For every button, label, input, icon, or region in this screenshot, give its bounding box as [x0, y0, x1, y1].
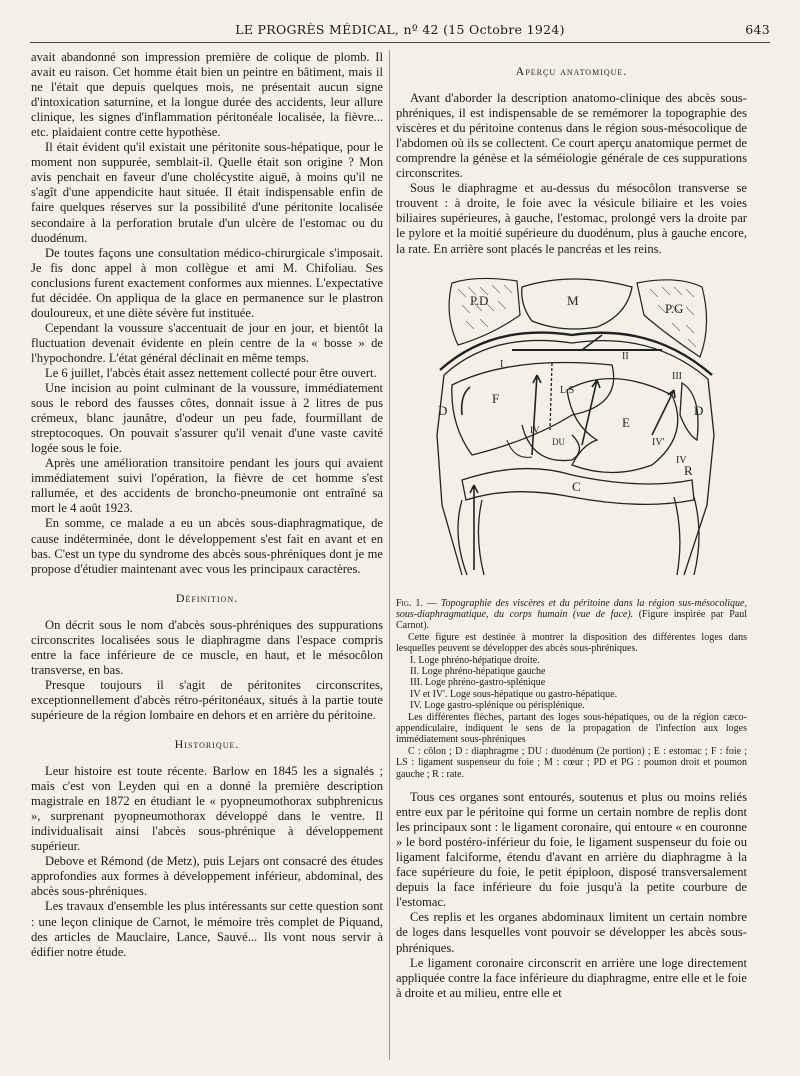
paragraph: Tous ces organes sont entourés, soutenus et plus ou moins reliés entre eux par le péritoine qui forme un certain nombre de replis dont les principaux sont : le ligament coronaire, qui entoure « en couronne » le bord postéro-inférieur du foie, le ligament suspenseur du foie ou ligament falciforme, étendu d'avant en arrière du diaphragme à la face supérieure du foie, le petit épiploon, disposé transversalement depuis la face inférieure du foie jusqu'à la petite courbure de l'estomac. — [396, 790, 747, 910]
paragraph: Après une amélioration transitoire pendant les jours qui avaient immédiatement suivi l'opération, la fièvre de cet homme s'est rallumée, et des accidents de broncho-pneumonie ont entraîné sa mort le 4 août 1923. — [31, 456, 383, 516]
caption-heading: Fig. 1. — Topographie des viscères et du péritoine dans la région sus-mésocolique, sous-diaphragmatique, du corps humain (vue de face). (Figure inspirée par Paul Carnot). — [396, 597, 748, 632]
label-e: E — [621, 414, 630, 430]
legend-item: I. Loge phréno-hépatique droite. — [410, 654, 540, 666]
label-iv-prime: IV' — [651, 436, 664, 448]
paragraph: Leur histoire est toute récente. Barlow en 1845 les a signalés ; mais c'est von Leyden qui en a donné la première description magistrale en 1872 en étudiant le « pyopneumothorax subphrenicus », surprenant pyopneumothorax développé dans le ventre. Il individualisait ainsi l'abcès sous-phrénique à développement supérieur. — [31, 764, 383, 854]
paragraph: On décrit sous le nom d'abcès sous-phréniques des suppurations circonscrites localisées sous le diaphragme dans l'espace compris entre la face inférieure de ce muscle, en haut, et le mésocôlon transverse, en bas. — [31, 617, 383, 677]
paragraph: avait abandonné son impression première de colique de plomb. Il avait eu raison. Cet homme était bien un peintre en bâtiment, mais il ne l'était que depuis quelques mois, ne présentait aucun signe d'intoxication saturnine, et la longue durée des accidents, leur allure clinique, les signes d'inflammation péritonéale localisée, la fièvre... etc. plaidaient contre cette hypothèse. — [31, 50, 383, 140]
caption-abbreviations: C : côlon ; D : diaphragme ; DU : duodénum (2e portion) ; E : estomac ; F : foie ; LS : ligament suspenseur du foie ; M : cœur ; PD et PG : poumon droit et poumon gauche ; R : rate. — [396, 745, 747, 780]
caption-arrows: Les différentes flèches, partant des loges sous-hépatiques, ou de la région cæco-appendiculaire, indiquent le sens de la propagation de l'infection aux loges immédiatement sous-phréniques — [396, 711, 747, 746]
paragraph: Cependant la voussure s'accentuait de jour en jour, et bientôt la fluctuation devenait évidente en plein centre de la « bosse » de l'hypochondre. L'état général déclinait en même temps. — [31, 320, 383, 365]
legend-item: IV et IV'. Loge sous-hépatique ou gastro-hépatique. — [410, 688, 618, 700]
label-iv-lower: IV — [675, 454, 687, 466]
label-d-right: D — [693, 402, 703, 418]
section-heading-anatomy: Aperçu anatomique. — [515, 64, 628, 78]
figure-title: Topographie des viscères et du péritoine dans la région sus-mésocolique, sous-diaphragmatique, du corps humain (vue de face). — [396, 597, 747, 620]
anatomical-figure — [422, 275, 722, 590]
label-iii: III — [671, 370, 682, 382]
anatomy-drawing — [422, 275, 722, 590]
paragraph: Le ligament coronaire circonscrit en arrière une loge directement appliquée contre la face inférieure du diaphragme, entre elle et le foie à droite et au milieu, entre elle et — [396, 955, 747, 1000]
paragraph: En somme, ce malade a eu un abcès sous-diaphragmatique, de cause indéterminée, dont le développement s'est fait en avant et en bas. C'est un type du syndrome des abcès sous-phréniques dont je me propose d'étudier maintenant avec vous les principaux caractères. — [31, 516, 383, 576]
legend-item: II. Loge phréno-hépatique gauche — [410, 666, 546, 677]
page-number: 643 — [745, 22, 770, 37]
paragraph: Ces replis et les organes abdominaux limitent un certain nombre de loges dans lesquelles vont pouvoir se développer les abcès sous-phréniques. — [396, 910, 747, 955]
paragraph: Une incision au point culminant de la voussure, immédiatement sous le rebord des fausses côtes, donnait issue à 2 litres de pus crémeux, blanc jaunâtre, d'odeur un peu fade, fourmillant de streptocoques. On pouvait s'assurer qu'il venait d'une vaste cavité logée sous le foie. — [31, 381, 383, 456]
figure-source: (Figure inspirée par Paul Carnot). — [396, 608, 748, 632]
label-iv-bis: IV — [529, 424, 539, 435]
caption-intro: Cette figure est destinée à montrer la disposition des différentes loges dans lesquelles peuvent se développer des abcès sous-phréniques. — [396, 631, 747, 655]
paragraph: De toutes façons une consultation médico-chirurgicale s'imposait. Je fis donc appel à mon collègue et ami M. Chifoliau. Ses conclusions furent exactement conformes aux miennes. L'expectative fut décidée. On appliqua de la glace en permanence sur le plastron douloureux, et une diète sévère fut instituée. — [31, 245, 383, 320]
running-header — [30, 22, 770, 40]
journal-title: LE PROGRÈS MÉDICAL, nº 42 (15 Octobre 1924) — [235, 22, 565, 37]
legend-item: III. Loge phréno-gastro-splénique — [410, 677, 546, 689]
paragraph: Debove et Rémond (de Metz), puis Lejars ont consacré des études approfondies aux formes à développement inférieur, abdominal, des abcès sous-phréniques. — [31, 854, 383, 899]
label-pg: P.G — [664, 300, 683, 316]
label-m: M — [566, 292, 579, 308]
column-divider — [389, 50, 390, 1060]
right-column — [396, 50, 747, 1001]
label-i: I — [499, 358, 503, 370]
left-column — [31, 50, 383, 960]
paragraph: Avant d'aborder la description anatomo-clinique des abcès sous-phréniques, il est indispensable de se remémorer la topographie des viscères et du péritoine contenus dans le région sous-mésocolique de l'abdomen où ils se collectent. Ce court aperçu anatomique permet de comprendre la génèse et la séméiologie générale de ces suppurations circonscrites. — [396, 91, 747, 181]
figure-caption — [396, 598, 747, 781]
section-heading-definition: Définition. — [175, 590, 239, 605]
paragraph: Il était évident qu'il existait une péritonite sous-hépatique, pour le moment non suppurée, semblait-il. Quelle était son origine ? Mon avis penchait en faveur d'une cholécystite aiguë, à moins qu'il ne s'agît d'une appendicite haut située. Il était indispensable enfin de faire quelques réserves sur la possibilité d'une péritonite localisée secondaire à la perforation brutale d'un ulcère de l'estomac ou du duodénum. — [31, 140, 383, 245]
label-r: R — [683, 462, 693, 478]
label-du: DU — [551, 436, 565, 447]
label-f: F — [491, 390, 499, 406]
label-d-left: D — [437, 402, 447, 418]
label-ls: L.S — [559, 384, 574, 396]
section-heading-history: Historique. — [174, 737, 240, 752]
header-rule — [30, 42, 770, 44]
label-ii: II — [621, 350, 629, 362]
label-pd: P.D — [469, 292, 488, 308]
legend-item: IV. Loge gastro-splénique ou périsplénique. — [410, 700, 585, 712]
paragraph: Le 6 juillet, l'abcès était assez nettement collecté pour être ouvert. — [45, 365, 377, 380]
paragraph: Presque toujours il s'agit de péritonites circonscrites, exceptionnellement d'abcès rétro-péritonéaux, situés à la partie toute supérieure de la région lombaire en dehors et en arrière du péritoine. — [31, 677, 383, 722]
figure-number: Fig. 1. — [396, 597, 423, 609]
label-c: C — [571, 478, 581, 494]
paragraph: Les travaux d'ensemble les plus intéressants sur cette question sont : une leçon clinique de Carnot, le mémoire très complet de Piquand, des articles de Mauclaire, Lance, Sauvé... Ils vont nous servir à édifier notre étude. — [31, 899, 383, 959]
paragraph: Sous le diaphragme et au-dessus du mésocôlon transverse se trouvent : à droite, le foie avec la vésicule biliaire et les voies biliaires supérieures, à gauche, l'estomac, prolongé vers la droite par le pylore et la moitié supérieure du duodénum, plus à gauche encore, la rate. En arrière sont placés le pancréas et les reins. — [396, 181, 747, 256]
